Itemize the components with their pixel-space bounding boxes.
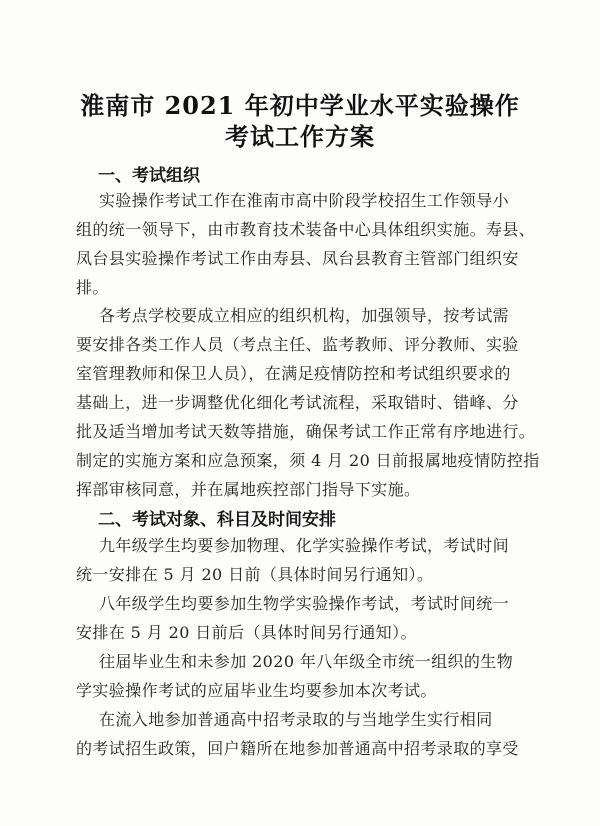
paragraph-line: 挥部审核同意，并在属地疾控部门指导下实施。 xyxy=(76,480,421,499)
paragraph-line: 的考试招生政策，回户籍所在地参加普通高中招考录取的享受 xyxy=(76,739,519,758)
paragraph-line: 在流入地参加普通高中招考录取的与当地学生实行相同 xyxy=(99,710,493,729)
paragraph-line: 排。 xyxy=(76,278,109,297)
paragraph-line: 制定的实施方案和应急预案，须 4 月 20 日前报属地疫情防控指 xyxy=(76,451,540,470)
paragraph-line: 往届毕业生和未参加 2020 年八年级全市统一组织的生物 xyxy=(99,652,514,671)
paragraph-line: 学实验操作考试的应届毕业生均要参加本次考试。 xyxy=(76,681,437,700)
section-1-heading: 一、考试组织 xyxy=(98,166,200,186)
paragraph-line: 八年级学生均要参加生物学实验操作考试，考试时间统一 xyxy=(99,594,510,613)
paragraph-line: 九年级学生均要参加物理、化学实验操作考试，考试时间 xyxy=(99,536,510,555)
document-title-line-1: 淮南市 2021 年初中学业水平实验操作 xyxy=(80,91,520,120)
paragraph-line: 基础上，进一步调整优化细化考试流程，采取错时、错峰、分 xyxy=(76,393,519,412)
paragraph-line: 要安排各类工作人员（考点主任、监考教师、评分教师、实验 xyxy=(76,335,519,354)
paragraph-line: 统一安排在 5 月 20 日前（具体时间另行通知）。 xyxy=(76,565,434,584)
document-title-line-2: 考试工作方案 xyxy=(225,122,375,151)
paragraph-line: 安排在 5 月 20 日前后（具体时间另行通知）。 xyxy=(76,623,417,642)
paragraph-line: 室管理教师和保卫人员），在满足疫情防控和考试组织要求的 xyxy=(76,364,511,383)
section-2-heading: 二、考试对象、科目及时间安排 xyxy=(98,510,336,530)
paragraph-line: 组的统一领导下，由市教育技术装备中心具体组织实施。寿县、 xyxy=(76,220,536,239)
paragraph-line: 实验操作考试工作在淮南市高中阶段学校招生工作领导小 xyxy=(99,191,510,210)
paragraph-line: 批及适当增加考试天数等措施，确保考试工作正常有序地进行。 xyxy=(76,422,536,441)
paragraph-line: 凤台县实验操作考试工作由寿县、凤台县教育主管部门组织安 xyxy=(76,249,519,268)
paragraph-line: 各考点学校要成立相应的组织机构，加强领导，按考试需 xyxy=(99,306,510,325)
